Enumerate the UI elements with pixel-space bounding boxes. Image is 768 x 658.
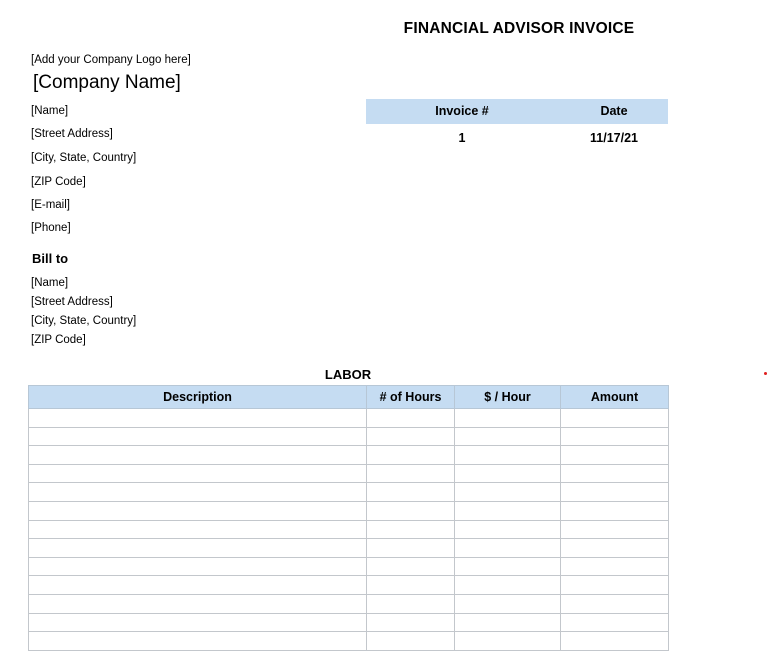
amount-cell[interactable] bbox=[561, 464, 669, 483]
description-cell[interactable] bbox=[29, 464, 367, 483]
labor-table bbox=[28, 385, 669, 651]
amount-cell[interactable] bbox=[561, 446, 669, 465]
amount-cell[interactable] bbox=[561, 576, 669, 595]
rate-cell[interactable] bbox=[455, 446, 561, 465]
bill-to-city-state-country: [City, State, Country] bbox=[31, 315, 137, 327]
rate-cell[interactable] bbox=[455, 501, 561, 520]
labor-table-body bbox=[29, 409, 669, 651]
labor-row bbox=[29, 632, 669, 651]
rate-cell[interactable] bbox=[455, 594, 561, 613]
bill-to-zip-code: [ZIP Code] bbox=[31, 334, 86, 346]
hours-cell[interactable] bbox=[367, 632, 455, 651]
rate-cell[interactable] bbox=[455, 409, 561, 428]
hours-cell[interactable] bbox=[367, 539, 455, 558]
hours-cell[interactable] bbox=[367, 594, 455, 613]
hours-cell[interactable] bbox=[367, 483, 455, 502]
rate-cell[interactable] bbox=[455, 520, 561, 539]
company-zip-code: [ZIP Code] bbox=[31, 176, 86, 188]
hours-column-header: # of Hours bbox=[367, 386, 455, 409]
invoice-date-value: 11/17/21 bbox=[590, 131, 638, 145]
labor-row bbox=[29, 557, 669, 576]
amount-cell[interactable] bbox=[561, 501, 669, 520]
labor-row bbox=[29, 539, 669, 558]
hours-cell[interactable] bbox=[367, 557, 455, 576]
hours-cell[interactable] bbox=[367, 409, 455, 428]
amount-cell[interactable] bbox=[561, 409, 669, 428]
amount-cell[interactable] bbox=[561, 557, 669, 576]
labor-row bbox=[29, 501, 669, 520]
hours-cell[interactable] bbox=[367, 446, 455, 465]
labor-row bbox=[29, 483, 669, 502]
company-city-state-country: [City, State, Country] bbox=[31, 152, 137, 164]
description-cell[interactable] bbox=[29, 613, 367, 632]
hours-cell[interactable] bbox=[367, 464, 455, 483]
rate-cell[interactable] bbox=[455, 483, 561, 502]
rate-cell[interactable] bbox=[455, 464, 561, 483]
description-cell[interactable] bbox=[29, 520, 367, 539]
bill-to-name: [Name] bbox=[31, 277, 69, 289]
rate-cell[interactable] bbox=[455, 557, 561, 576]
invoice-number-value: 1 bbox=[458, 131, 466, 145]
hours-cell[interactable] bbox=[367, 613, 455, 632]
description-column-header: Description bbox=[29, 386, 367, 409]
hours-cell[interactable] bbox=[367, 520, 455, 539]
hours-cell[interactable] bbox=[367, 501, 455, 520]
invoice-date-label: Date bbox=[600, 104, 628, 118]
labor-row bbox=[29, 594, 669, 613]
bill-to-heading: Bill to bbox=[32, 251, 69, 266]
labor-header-row bbox=[29, 386, 669, 409]
company-name-field: [Name] bbox=[31, 105, 69, 117]
invoice-number-label: Invoice # bbox=[435, 104, 489, 118]
labor-row bbox=[29, 576, 669, 595]
labor-row bbox=[29, 427, 669, 446]
description-cell[interactable] bbox=[29, 576, 367, 595]
rate-cell[interactable] bbox=[455, 632, 561, 651]
amount-cell[interactable] bbox=[561, 427, 669, 446]
description-cell[interactable] bbox=[29, 594, 367, 613]
rate-cell[interactable] bbox=[455, 576, 561, 595]
rate-cell[interactable] bbox=[455, 613, 561, 632]
description-cell[interactable] bbox=[29, 427, 367, 446]
description-cell[interactable] bbox=[29, 632, 367, 651]
amount-cell[interactable] bbox=[561, 483, 669, 502]
description-cell[interactable] bbox=[29, 446, 367, 465]
labor-row bbox=[29, 446, 669, 465]
labor-row bbox=[29, 464, 669, 483]
description-cell[interactable] bbox=[29, 557, 367, 576]
logo-placeholder: [Add your Company Logo here] bbox=[31, 54, 191, 66]
labor-section-title: LABOR bbox=[324, 367, 372, 382]
labor-row bbox=[29, 409, 669, 428]
company-phone: [Phone] bbox=[31, 222, 71, 234]
amount-cell[interactable] bbox=[561, 520, 669, 539]
labor-row bbox=[29, 613, 669, 632]
red-marker-dot bbox=[764, 372, 767, 375]
description-cell[interactable] bbox=[29, 483, 367, 502]
hours-cell[interactable] bbox=[367, 427, 455, 446]
company-street-address: [Street Address] bbox=[31, 128, 113, 140]
labor-row bbox=[29, 520, 669, 539]
invoice-title: FINANCIAL ADVISOR INVOICE bbox=[403, 20, 635, 37]
amount-cell[interactable] bbox=[561, 539, 669, 558]
company-name: [Company Name] bbox=[33, 72, 181, 93]
company-email: [E-mail] bbox=[31, 199, 70, 211]
description-cell[interactable] bbox=[29, 501, 367, 520]
invoice-info-header bbox=[366, 99, 668, 124]
hours-cell[interactable] bbox=[367, 576, 455, 595]
rate-cell[interactable] bbox=[455, 427, 561, 446]
amount-cell[interactable] bbox=[561, 632, 669, 651]
rate-cell[interactable] bbox=[455, 539, 561, 558]
amount-cell[interactable] bbox=[561, 594, 669, 613]
amount-cell[interactable] bbox=[561, 613, 669, 632]
amount-column-header: Amount bbox=[561, 386, 669, 409]
description-cell[interactable] bbox=[29, 409, 367, 428]
bill-to-street-address: [Street Address] bbox=[31, 296, 113, 308]
rate-column-header: $ / Hour bbox=[455, 386, 561, 409]
description-cell[interactable] bbox=[29, 539, 367, 558]
